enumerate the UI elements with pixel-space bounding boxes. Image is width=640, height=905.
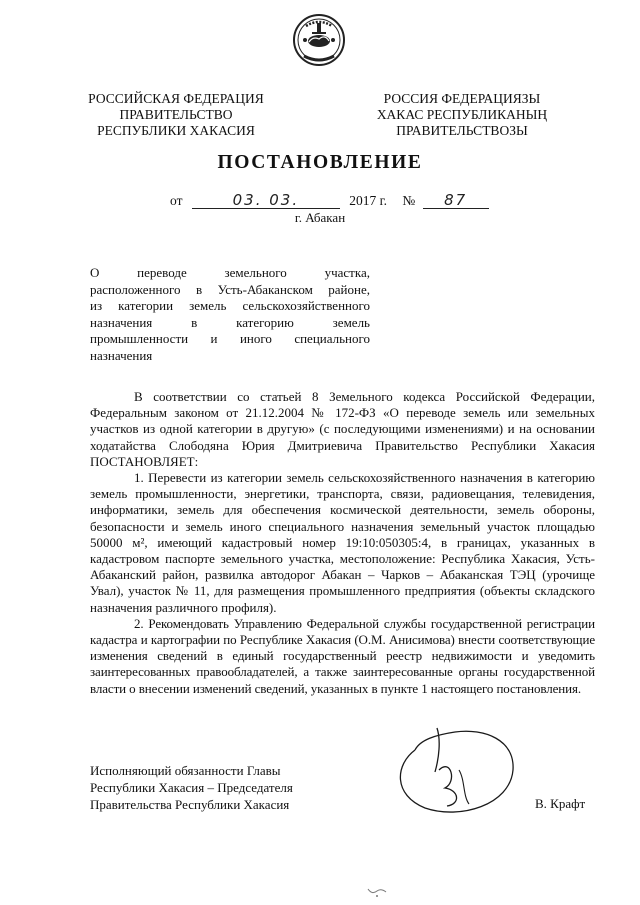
handwritten-number: 87 (423, 192, 489, 209)
date-from-label: от (170, 193, 183, 208)
subject-line: О переводе земельного участка, (90, 265, 370, 280)
handwritten-date: 03. 03. (192, 192, 340, 209)
header-left-line: РЕСПУБЛИКИ ХАКАСИЯ (97, 123, 255, 138)
city-label: г. Абакан (294, 210, 346, 225)
subject-line: назначения (90, 347, 153, 363)
date-number-line (170, 192, 489, 209)
clause-2-paragraph: 2. Рекомендовать Управлению Федеральной службы государственной регистрации кадастра и картографии по Республике Хакасия (О.М. Анисимова) внести соответствующие изменения сведений в единый государственный реестр недвижимости и уведомить заинтересованных правообладателей, а также заинтересованные органы государственной власти о внесении изменений сведений, указанных в пункте 1 настоящего постановления. (90, 615, 595, 696)
clause-1-paragraph: 1. Перевести из категории земель сельскохозяйственного назначения в категорию земель промышленности, энергетики, транспорта, связи, радиовещания, телевидения, информатики, земель для обеспечения космической деятельности, земель обороны, безопасности и земель иного специального назначения земельный участок площадью 50000 м², имеющий кадастровый номер 19:10:050305:4, в границах, указанных в кадастровом паспорте земельного участка, местоположение: Республика Хакасия, Усть-Абаканский район, развилка автодорог Абакан – Чарков – Абаканская ТЭЦ (урочище Увал), участок № 11, для размещения промышленного предприятия (объекты складского назначения различного профиля). (90, 470, 595, 615)
signatory-title (90, 762, 293, 813)
signatory-title-line: Исполняющий обязанности Главы (90, 763, 281, 778)
signatory-title-line: Правительства Республики Хакасия (90, 797, 290, 812)
year-label: 2017 г. (349, 193, 387, 208)
header-right-line: ХАКАС РЕСПУБЛИКАНЫҢ (376, 107, 548, 122)
subject-line: расположенного в Усть-Абаканском районе, (90, 281, 370, 297)
header-left-line: РОССИЙСКАЯ ФЕДЕРАЦИЯ (88, 91, 264, 106)
handwritten-signature (385, 710, 525, 820)
header-right-line: ПРАВИТЕЛЬСТВОЗЫ (396, 123, 528, 138)
header-right-line: РОССИЯ ФЕДЕРАЦИЯЗЫ (383, 91, 541, 106)
signatory-name: В. Крафт (535, 796, 586, 811)
coat-of-arms-emblem (292, 12, 346, 68)
header-right-block (374, 91, 550, 139)
subject-line: назначения в категорию земель (90, 314, 370, 330)
scan-speck (365, 883, 389, 899)
signatory-title-line: Республики Хакасия – Председателя (90, 780, 293, 795)
header-left-line: ПРАВИТЕЛЬСТВО (119, 107, 233, 122)
subject-line: из категории земель сельскохозяйственного (90, 298, 370, 314)
document-title: ПОСТАНОВЛЕНИЕ (217, 152, 423, 173)
subject-block (90, 265, 370, 365)
decree-body (90, 389, 595, 697)
header-left-block (88, 91, 264, 139)
number-label: № (402, 193, 416, 208)
subject-line: промышленности и иного специального (90, 331, 370, 347)
preamble-paragraph: В соответствии со статьей 8 Земельного кодекса Российской Федерации, Федеральным законом от 21.12.2004 № 172-ФЗ «О переводе земель или земельных участков из одной категории в другую» (с последующими изменениями) и на основании ходатайства Слободяна Юрия Дмитриевича Правительство Республики Хакасия ПОСТАНОВЛЯЕТ: (90, 389, 595, 469)
